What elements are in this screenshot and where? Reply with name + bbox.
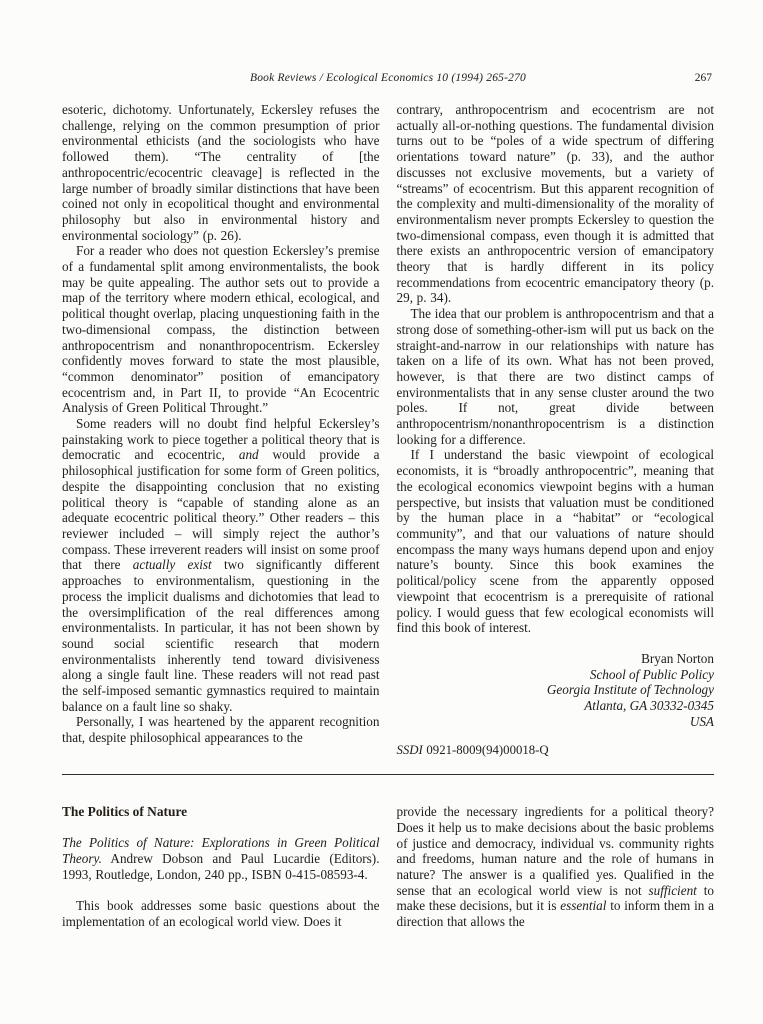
paragraph: contrary, anthropocentrism and ecocentrism are not actually all-or-nothing questions. The fundamental division turns out to be “poles of a wide spectrum of differing orientations toward nature” (p. 33), and the author discusses not exclusive movements, but a variety of “streams” of ecocentrism. But this apparent recognition of the complexity and multi-dimensionality of the morality of environmentalism never prompts Eckersley to question the two-dimensional compass, even though it is admitted that there exists an anthropocentric version of emancipatory theory that is hardly different in its policy recommendations from ecocentric emancipatory theory (p. 29, p. 34). [396,102,714,306]
running-head [62,71,714,87]
review-body [62,102,714,759]
section-divider [62,774,714,775]
reviewer-country: USA [689,713,714,729]
right-column [397,102,715,759]
paragraph: The idea that our problem is anthropocentrism and that a strong dose of something-other-ism will put us back on the straight-and-narrow in our relationships with nature has taken on a life of its own. What has not been proved, however, is that there are two distinct camps of environmentalists that in any sense cluster around the two poles. If not, great divide between anthropocentrism/nonanthropocentrism is a distinction looking for a difference. [396,306,714,447]
reviewer-institution: Georgia Institute of Technology [546,682,714,698]
right-column [397,804,715,930]
left-column [62,804,380,930]
ssdi-code: SSDI 0921-8009(94)00018-Q [396,743,549,758]
left-column [62,102,380,759]
journal-header-title: Book Reviews / Ecological Economics 10 (1994) 265-270 [250,72,526,84]
next-review [62,804,714,930]
paragraph: esoteric, dichotomy. Unfortunately, Eckersley refuses the challenge, relying on the common presumption of prior environmental ethicists (and the sociologists who have followed them). “The centrality of [the anthropocentric/ecocentric cleavage] is reflected in the large number of broadly similar distinctions that have been coined not only in ecopolitical thought and environmental philosophy but also in environmental history and environmental sociology” (p. 26). [62,102,380,243]
paragraph: For a reader who does not question Eckersley’s premise of a fundamental split among environmentalists, the book may be quite appealing. The author sets out to provide a map of the territory where modern ethical, ecological, and political thought overlap, placing unquestioning faith in the two-dimensional compass, the distinction between anthropocentrism and nonanthropocentrism. Eckersley confidently moves forward to state the most plausible, “common denominator” position of emancipatory ecocentrism and, in Part II, to provide “An Ecocentric Analysis of Green Political Throught.” [62,243,380,416]
reviewer-signature [397,651,715,730]
review-heading: The Politics of Nature [62,804,188,820]
page-number: 267 [694,72,712,84]
paragraph: If I understand the basic viewpoint of ecological economists, it is “broadly anthropocentric”, meaning that the ecological economics viewpoint begins with a human perspective, but insists that valuation must be conditioned by the human place in a “habitat” or “ecological community”, and that our valuations of nature should encompass the many ways humans depend upon and enjoy nature’s bounty. Since this book examines the political/policy scene from the apparently opposed viewpoint that ecocentrism is a prerequisite of rational policy. I would guess that few ecological economists will find this book of interest. [396,447,714,636]
paragraph: Some readers will no doubt find helpful Eckersley’s painstaking work to piece together a political theory that is democratic and ecocentric, and would provide a philosophical justification for some form of Green politics, despite the disappointing conclusion that no existing political theory is “capable of standing alone as an adequate ecocentric political theory.” Other readers – this reviewer included – will simply reject the author’s compass. These irreverent readers will insist on some proof that there actually exist two significantly different approaches to environmentalism, questioning in the process the implicit dualisms and dichotomies that lead to the oversimplification of the real differences among environmentalists. In particular, it has not been shown by sound social scientific research that modern environmentalists inherently tend toward divisiveness along a single fault line. These readers will not read past the self-imposed semantic gymnastics required to maintain balance on a fault line so shaky. [62,416,380,714]
paragraph: provide the necessary ingredients for a political theory? Does it help us to make decisions about the basic problems of justice and democracy, individual vs. community rights and freedoms, human nature and the role of humans in nature? The answer is a qualified yes. Qualified in the sense that an ecological world view is not sufficient to make these decisions, but it is essential to inform them in a direction that allows the [396,804,714,930]
reviewer-affiliation: School of Public Policy [589,666,714,682]
book-citation: The Politics of Nature: Explorations in Green Political Theory. Andrew Dobson and Paul Lucardie (Editors). 1993, Routledge, London, 240 pp., ISBN 0-415-08593-4. [62,835,380,882]
reviewer-address: Atlanta, GA 30332-0345 [584,698,714,714]
paragraph: Personally, I was heartened by the apparent recognition that, despite philosophical appearances to the [62,714,380,746]
paragraph: This book addresses some basic questions about the implementation of an ecological world view. Does it [62,897,380,929]
reviewer-name: Bryan Norton [641,650,714,666]
